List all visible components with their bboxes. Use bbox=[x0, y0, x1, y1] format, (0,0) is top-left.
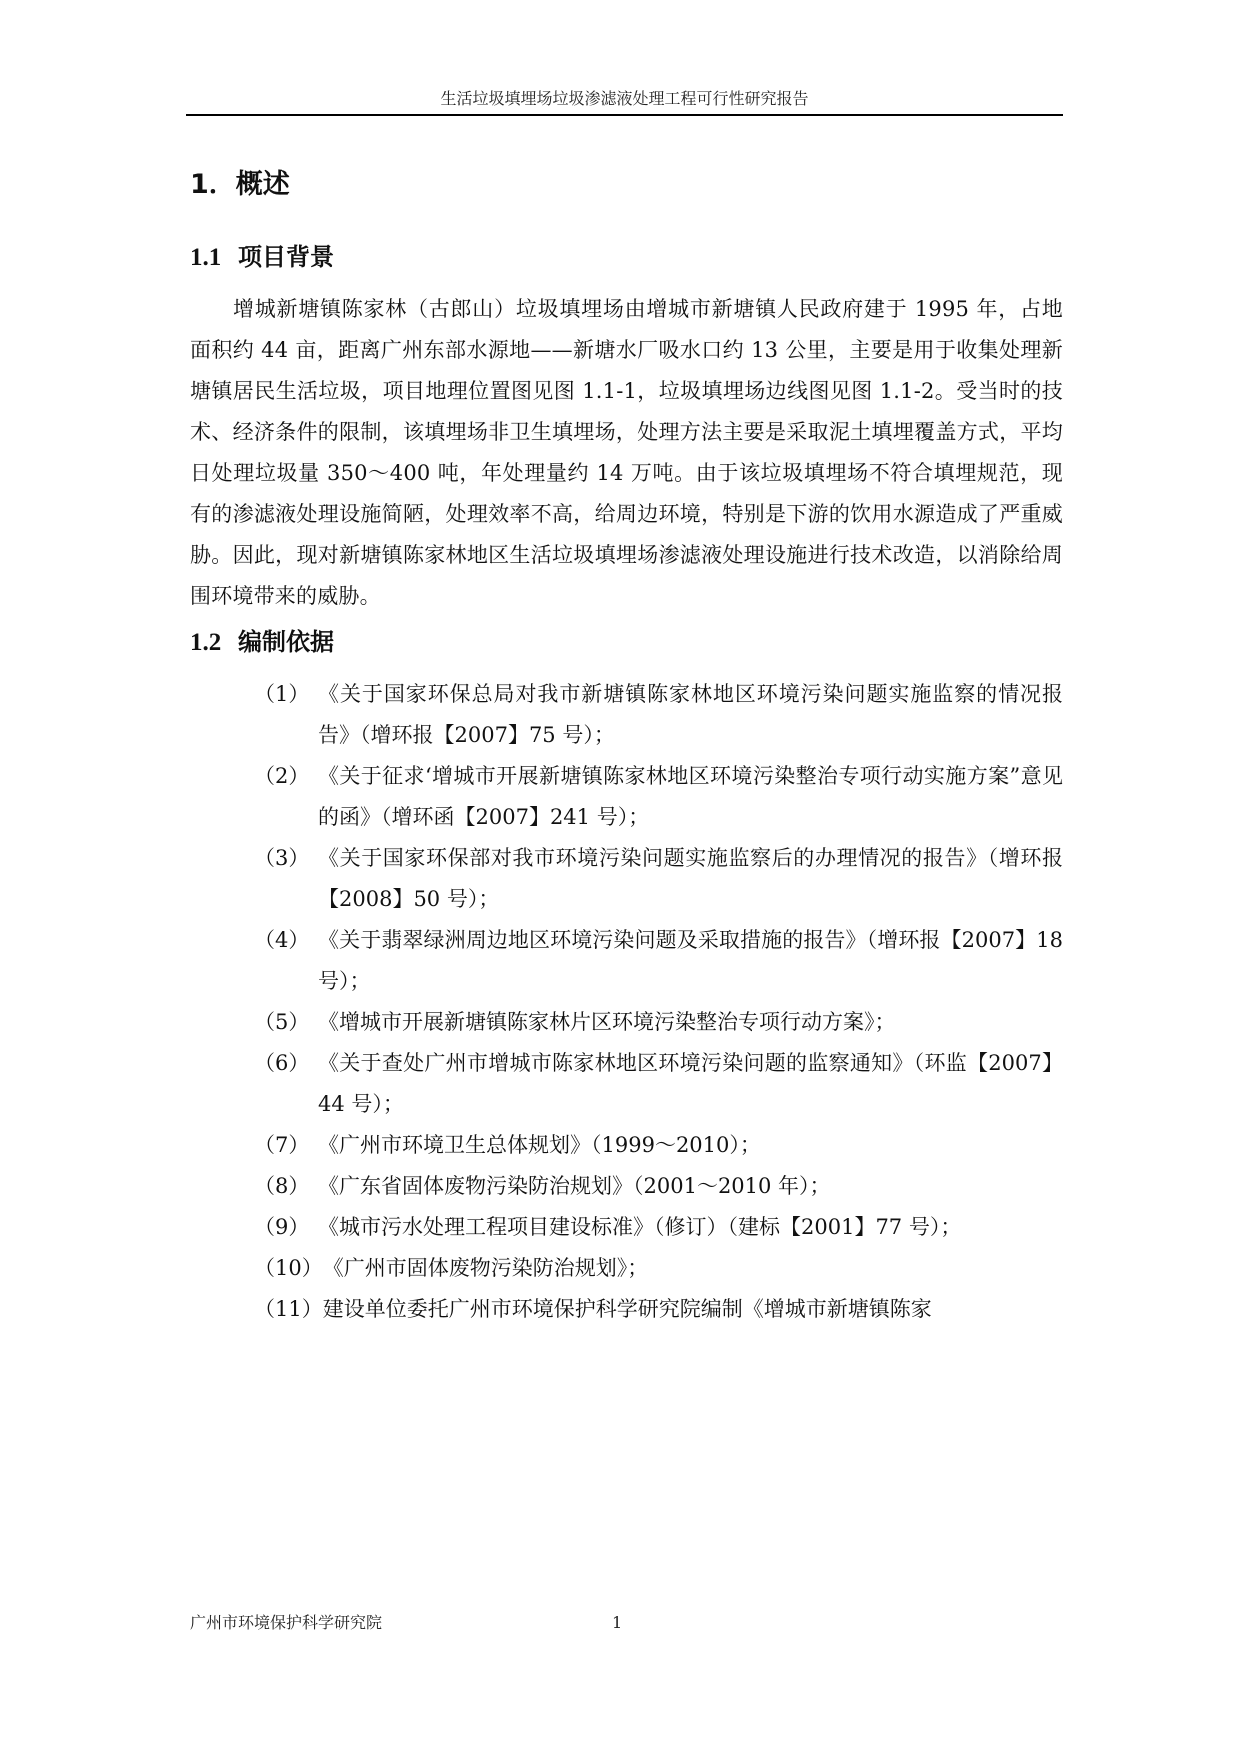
page-header bbox=[186, 84, 1063, 116]
reference-index: （4） bbox=[254, 928, 310, 952]
page-footer bbox=[190, 1610, 1063, 1636]
list-item bbox=[254, 1248, 1063, 1289]
section-number: 1.2 bbox=[190, 629, 222, 656]
reference-text: 《城市污水处理工程项目建设标准》（修订）（建标【2001】77 号）； bbox=[318, 1215, 962, 1239]
section-heading-background bbox=[190, 242, 1063, 273]
list-item bbox=[254, 1125, 1063, 1166]
list-item bbox=[254, 1207, 1063, 1248]
list-item bbox=[254, 1166, 1063, 1207]
reference-text: 《关于查处广州市增城市陈家林地区环境污染问题的监察通知》（环监【2007】44 号）； bbox=[318, 1051, 1063, 1116]
chapter-title: 1．概述 bbox=[190, 169, 290, 200]
reference-text: 《广州市环境卫生总体规划》（1999～2010）； bbox=[318, 1133, 761, 1157]
list-item bbox=[254, 674, 1063, 756]
page-number: 1 bbox=[612, 1613, 623, 1632]
reference-index: （9） bbox=[254, 1215, 310, 1239]
reference-text: 建设单位委托广州市环境保护科学研究院编制《增城市新塘镇陈家 bbox=[322, 1297, 932, 1321]
section-title: 项目背景 bbox=[238, 243, 334, 271]
reference-index: （5） bbox=[254, 1010, 310, 1034]
reference-index: （3） bbox=[254, 846, 310, 870]
reference-text: 《广州市固体废物污染防治规划》； bbox=[322, 1256, 649, 1280]
reference-index: （7） bbox=[254, 1133, 310, 1157]
footer-organization: 广州市环境保护科学研究院 bbox=[190, 1613, 383, 1632]
reference-index: （1） bbox=[254, 682, 310, 706]
background-paragraph: 增城新塘镇陈家林（古郎山）垃圾填埋场由增城市新塘镇人民政府建于 1995 年，占地面积约 44 亩，距离广州东部水源地——新塘水厂吸水口约 13 公里，主要是用于收集处理新塘镇居民生活垃圾，项目地理位置图见图 1.1-1，垃圾填埋场边线图见图 1.1-2。受当时的技术、经济条件的限制，该填埋场非卫生填埋场，处理方法主要是采取泥土填埋覆盖方式，平均日处理垃圾量 350～400 吨，年处理量约 14 万吨。由于该垃圾填埋场不符合填埋规范，现有的渗滤液处理设施简陋，处理效率不高，给周边环境，特别是下游的饮用水源造成了严重威胁。因此，现对新塘镇陈家林地区生活垃圾填埋场渗滤液处理设施进行技术改造，以消除给周围环境带来的威胁。 bbox=[190, 297, 1063, 608]
list-item bbox=[254, 1043, 1063, 1125]
reference-text: 《关于国家环保部对我市环境污染问题实施监察后的办理情况的报告》（增环报【2008】50 号）； bbox=[318, 846, 1063, 911]
reference-index: （10） bbox=[254, 1256, 323, 1280]
section-number: 1.1 bbox=[190, 244, 222, 271]
header-title: 生活垃圾填埋场垃圾渗滤液处理工程可行性研究报告 bbox=[440, 89, 809, 108]
reference-text: 《关于翡翠绿洲周边地区环境污染问题及采取措施的报告》（增环报【2007】18 号）； bbox=[318, 928, 1063, 993]
document-body bbox=[190, 168, 1063, 1330]
list-item bbox=[254, 1289, 1063, 1330]
reference-index: （6） bbox=[254, 1051, 310, 1075]
reference-text: 《广东省固体废物污染防治规划》（2001～2010 年）； bbox=[318, 1174, 831, 1198]
reference-index: （11） bbox=[254, 1297, 323, 1321]
reference-index: （2） bbox=[254, 764, 310, 788]
list-item bbox=[254, 1002, 1063, 1043]
reference-text: 《关于国家环保总局对我市新塘镇陈家林地区环境污染问题实施监察的情况报告》（增环报【2007】75 号）； bbox=[318, 682, 1063, 747]
list-item bbox=[254, 756, 1063, 838]
reference-index: （8） bbox=[254, 1174, 310, 1198]
list-item bbox=[254, 920, 1063, 1002]
reference-list bbox=[190, 674, 1063, 1330]
section-heading-basis bbox=[190, 627, 1063, 658]
reference-text: 《关于征求‘增城市开展新塘镇陈家林地区环境污染整治专项行动实施方案”意见的函》（增环函【2007】241 号）； bbox=[318, 764, 1063, 829]
reference-text: 《增城市开展新塘镇陈家林片区环境污染整治专项行动方案》； bbox=[318, 1010, 896, 1034]
section-title: 编制依据 bbox=[238, 628, 334, 656]
list-item bbox=[254, 838, 1063, 920]
